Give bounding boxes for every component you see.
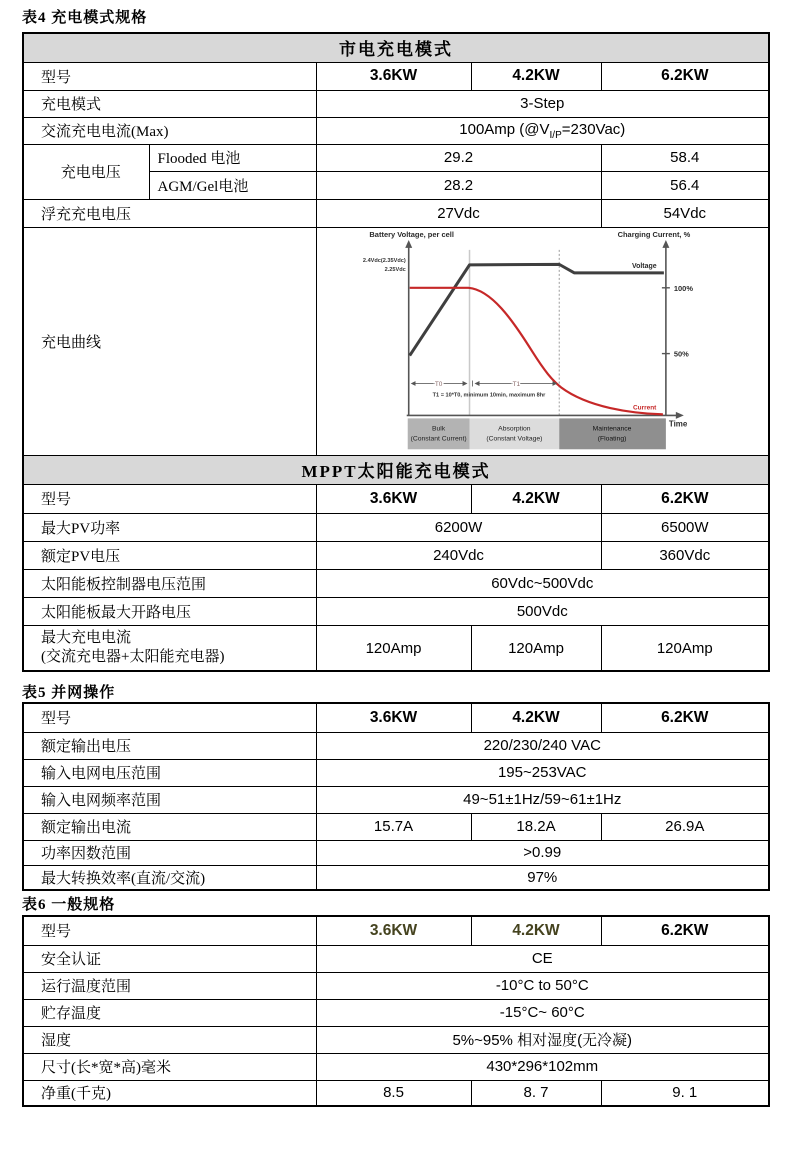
charging-curve-chart [317,228,769,455]
table5-grid-tie [22,702,770,891]
x-axis-arrow-icon [675,411,683,418]
mppt-model-header-3-6kw: 3.6KW [316,484,471,513]
left-axis-title: Battery Voltage, per cell [368,229,454,239]
spec-label-net-weight: 净重(千克) [23,1080,316,1106]
t-note: T1 = 10*T0, minimum 10min, maximum 8hr [432,391,545,398]
spec-value-output-current-36: 15.7A [316,813,471,840]
t6-model-row-label: 型号 [23,916,316,945]
spec-value-pv-controller-range: 60Vdc~500Vdc [316,569,769,597]
ac-current-post: =230Vac) [561,120,626,138]
model-header-6-2kw: 6.2KW [601,62,769,90]
spec-label-charge-voltage: 充电电压 [23,144,149,199]
spec-value-pv-voltage-36-42: 240Vdc [316,541,601,569]
phase-box-bulk [407,418,469,449]
charging-curve-cell [316,227,769,455]
spec-label-pv-open-circuit: 太阳能板最大开路电压 [23,597,316,625]
phase-box-absorption [469,418,559,449]
spec-value-weight-42: 8. 7 [471,1080,601,1106]
t6-model-header-6-2kw: 6.2KW [601,916,769,945]
spec-label-power-factor: 功率因数范围 [23,840,316,865]
mppt-model-row-label: 型号 [23,484,316,513]
spec-value-max-current-36: 120Amp [316,625,471,671]
spec-value-charge-mode: 3-Step [316,90,769,117]
voltage-curve [409,264,663,355]
spec-value-weight-36: 8.5 [316,1080,471,1106]
table6-general-specs [22,915,770,1107]
spec-value-agm-62: 56.4 [601,171,769,199]
spec-label-storage-temperature: 贮存温度 [23,999,316,1026]
spec-label-rated-output-current: 额定输出电流 [23,813,316,840]
spec-value-max-efficiency: 97% [316,865,769,890]
t0-label: T0 [434,380,442,388]
spec-value-float-62: 54Vdc [601,199,769,227]
right-axis-arrow-icon [662,239,669,247]
tick-label-50pct: 50% [673,349,689,359]
phase-name-maintenance: Maintenance [592,424,631,432]
spec-label-input-grid-frequency: 输入电网频率范围 [23,786,316,813]
spec-label-rated-output-voltage: 额定输出电压 [23,732,316,759]
spec-value-output-current-42: 18.2A [471,813,601,840]
tick-label-100pct: 100% [673,283,693,293]
spec-value-ac-charge-current [316,117,769,144]
spec-value-dimensions: 430*296*102mm [316,1053,769,1080]
spec-label-pv-controller-range: 太阳能板控制器电压范围 [23,569,316,597]
table6-caption: 表6 一般规格 [22,897,116,913]
spec-value-pv-power-36-42: 6200W [316,513,601,541]
spec-label-input-grid-voltage: 输入电网电压范围 [23,759,316,786]
mppt-model-header-6-2kw: 6.2KW [601,484,769,513]
section-header-ac-charging: 市电充电模式 [23,33,769,62]
spec-value-safety-certification: CE [316,945,769,972]
spec-label-operating-temperature: 运行温度范围 [23,972,316,999]
spec-label-max-charge-current [23,625,316,671]
t6-model-header-4-2kw: 4.2KW [471,916,601,945]
spec-value-agm-36-42: 28.2 [316,171,601,199]
spec-value-float-36-42: 27Vdc [316,199,601,227]
spec-label-rated-pv-voltage: 额定PV电压 [23,541,316,569]
phase-box-maintenance [559,418,666,449]
float-setpoint-annotation: 2.25Vdc [384,266,406,273]
spec-label-dimensions: 尺寸(长*宽*高)毫米 [23,1053,316,1080]
current-curve-label: Current [632,403,656,411]
ac-current-subscript: I/P [549,129,562,141]
spec-label-safety-certification: 安全认证 [23,945,316,972]
spec-value-weight-62: 9. 1 [601,1080,769,1106]
spec-value-output-current-62: 26.9A [601,813,769,840]
model-header-3-6kw: 3.6KW [316,62,471,90]
spec-value-input-grid-voltage: 195~253VAC [316,759,769,786]
t5-model-header-4-2kw: 4.2KW [471,703,601,732]
spec-value-max-current-62: 120Amp [601,625,769,671]
right-axis-title: Charging Current, % [617,229,690,239]
spec-value-pv-voltage-62: 360Vdc [601,541,769,569]
spec-label-float-voltage: 浮充充电电压 [23,199,316,227]
section-header-mppt: MPPT太阳能充电模式 [23,455,769,484]
spec-value-max-current-42: 120Amp [471,625,601,671]
phase-sub-bulk: (Constant Current) [410,434,467,442]
max-charge-current-line2: (交流充电器+太阳能充电器) [41,649,225,666]
spec-label-charge-mode: 充电模式 [23,90,316,117]
mppt-model-header-4-2kw: 4.2KW [471,484,601,513]
max-charge-current-line1: 最大充电电流 [41,630,132,647]
spec-label-max-pv-power: 最大PV功率 [23,513,316,541]
phase-sub-maintenance: (Floating) [597,434,626,442]
spec-value-rated-output-voltage: 220/230/240 VAC [316,732,769,759]
phase-sub-absorption: (Constant Voltage) [485,434,542,442]
spec-value-pv-open-circuit: 500Vdc [316,597,769,625]
phase-name-absorption: Absorption [497,424,531,432]
spec-label-charging-curve: 充电曲线 [23,227,316,455]
t5-model-row-label: 型号 [23,703,316,732]
spec-value-flooded-62: 58.4 [601,144,769,171]
phase-name-bulk: Bulk [431,424,445,432]
t6-model-header-3-6kw: 3.6KW [316,916,471,945]
spec-label-flooded-battery: Flooded 电池 [149,144,316,171]
spec-value-flooded-36-42: 29.2 [316,144,601,171]
spec-value-power-factor: >0.99 [316,840,769,865]
model-header-4-2kw: 4.2KW [471,62,601,90]
table5-caption: 表5 并网操作 [22,685,116,701]
t1-label: T1 [512,380,520,388]
spec-value-input-grid-frequency: 49~51±1Hz/59~61±1Hz [316,786,769,813]
table4-caption: 表4 充电模式规格 [22,10,148,26]
left-axis-arrow-icon [405,239,412,247]
table4-charging-specs [22,32,770,672]
spec-value-pv-power-62: 6500W [601,513,769,541]
spec-label-humidity: 湿度 [23,1026,316,1053]
spec-label-ac-charge-current: 交流充电电流(Max) [23,117,316,144]
t5-model-header-6-2kw: 6.2KW [601,703,769,732]
spec-value-storage-temperature: -15°C~ 60°C [316,999,769,1026]
t5-model-header-3-6kw: 3.6KW [316,703,471,732]
spec-label-max-efficiency: 最大转换效率(直流/交流) [23,865,316,890]
voltage-setpoint-annotation: 2.4Vdc(2.35Vdc) [362,257,406,264]
spec-label-agm-gel-battery: AGM/Gel电池 [149,171,316,199]
spec-value-operating-temperature: -10°C to 50°C [316,972,769,999]
model-row-label: 型号 [23,62,316,90]
spec-value-humidity: 5%~95% 相对湿度(无冷凝) [316,1026,769,1053]
ac-current-pre: 100Amp (@V [459,120,550,138]
voltage-curve-label: Voltage [631,262,657,270]
time-axis-label: Time [668,418,687,428]
